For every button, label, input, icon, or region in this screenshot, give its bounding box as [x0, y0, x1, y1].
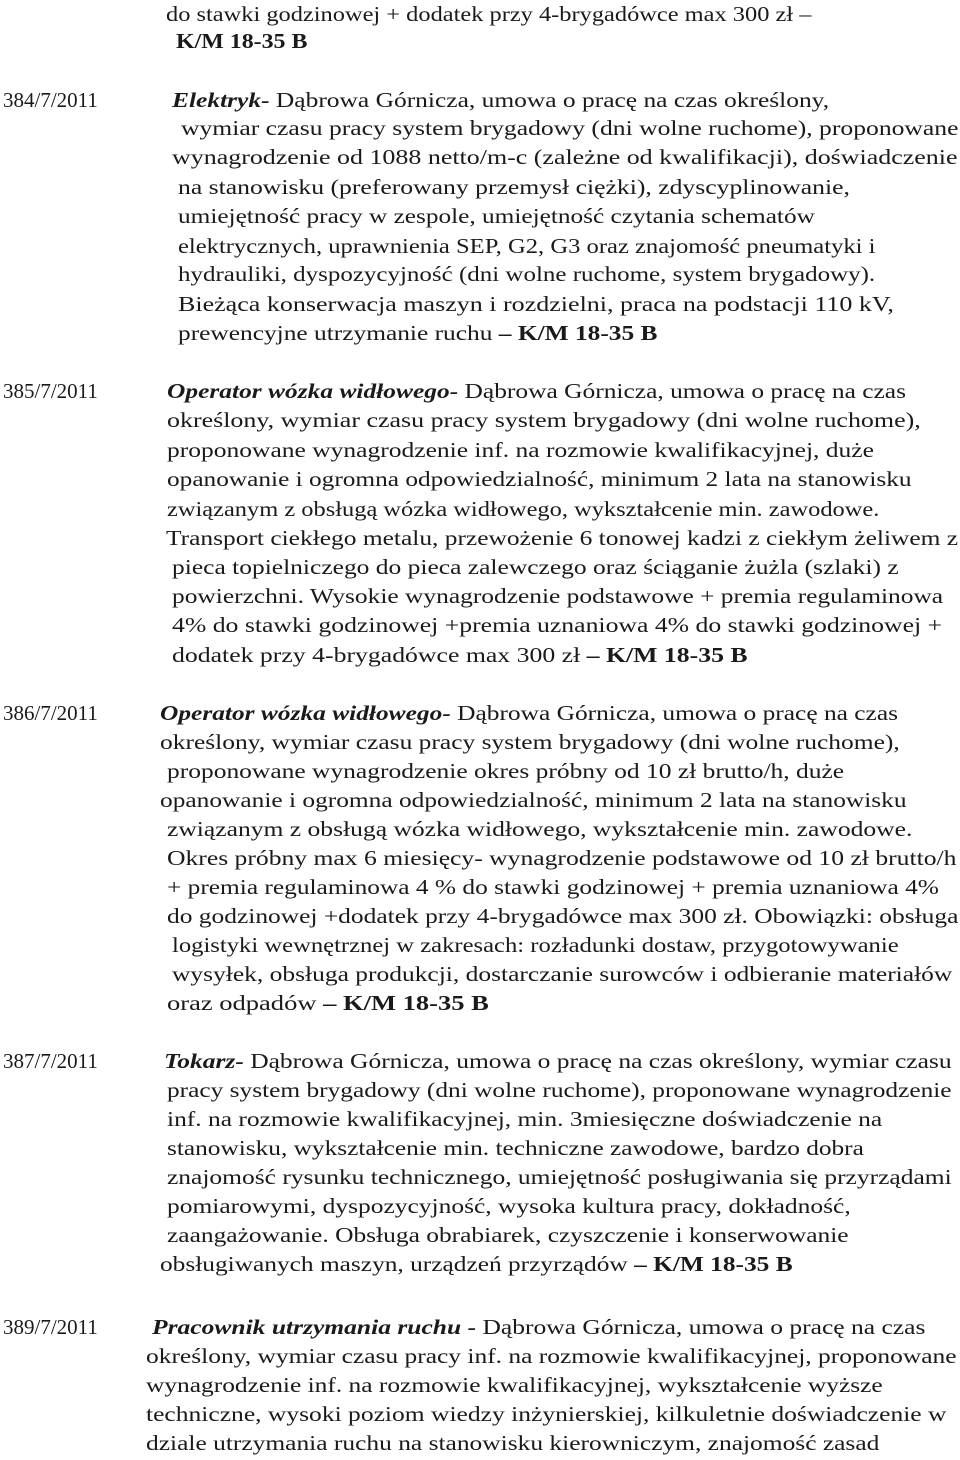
body-text: do godzinowej +dodatek przy 4-brygadówce max 300 zł. Obowiązki: obsługa	[167, 904, 959, 928]
text-line	[160, 790, 907, 811]
job-code: K/M 18-35 B	[176, 29, 308, 53]
text-line	[176, 31, 307, 52]
body-text: inf. na rozmowie kwalifikacyjnej, min. 3miesięczne doświadczenie na	[167, 1107, 883, 1131]
body-text: określony, wymiar czasu pracy system brygadowy (dni wolne ruchome),	[160, 730, 900, 754]
text-line	[172, 645, 748, 666]
job-code: – K/M 18-35 B	[634, 1252, 793, 1276]
job-title: Operator wózka widłowego-	[167, 379, 459, 403]
body-text: wysyłek, obsługa produkcji, dostarczanie surowców i odbieranie materiałów	[172, 962, 953, 986]
text-line	[167, 1080, 952, 1101]
body-text: Transport ciekłego metalu, przewożenie 6 tonowej kadzi z ciekłym żeliwem z	[166, 526, 959, 550]
text-line	[167, 906, 958, 927]
body-text: Dąbrowa Górnicza, umowa o pracę na czas	[458, 379, 906, 403]
text-line	[160, 1254, 793, 1275]
body-text: Bieżąca konserwacja maszyn i rozdzielni, praca na podstacji 110 kV,	[178, 292, 894, 316]
text-line	[167, 1109, 882, 1130]
text-line	[160, 732, 900, 753]
text-line	[160, 703, 898, 724]
text-line	[167, 877, 939, 898]
job-code: – K/M 18-35 B	[323, 991, 489, 1015]
offer-number: 384/7/2011	[3, 88, 98, 112]
text-line	[181, 118, 958, 139]
text-line	[178, 206, 815, 227]
body-text: pracy system brygadowy (dni wolne ruchome), proponowane wynagrodzenie	[167, 1078, 952, 1102]
text-line	[146, 1375, 883, 1396]
job-code: – K/M 18-35 B	[586, 643, 748, 667]
text-line	[167, 848, 956, 869]
text-line	[172, 935, 899, 956]
body-text: zaangażowanie. Obsługa obrabiarek, czyszczenie i konserwowanie	[167, 1223, 849, 1247]
text-line	[167, 819, 912, 840]
text-line	[172, 586, 943, 607]
text-line	[172, 964, 952, 985]
body-text: proponowane wynagrodzenie okres próbny od 10 zł brutto/h, duże	[167, 759, 845, 783]
text-line	[172, 615, 942, 636]
body-text: określony, wymiar czasu pracy system brygadowy (dni wolne ruchome),	[167, 408, 921, 432]
job-title: Pracownik utrzymania ruchu -	[152, 1315, 477, 1339]
body-text: elektrycznych, uprawnienia SEP, G2, G3 oraz znajomość pneumatyki i	[178, 234, 876, 258]
body-text: Dąbrowa Górnicza, umowa o pracę na czas określony,	[269, 88, 830, 112]
body-text: Dąbrowa Górnicza, umowa o pracę na czas	[450, 701, 898, 725]
body-text: obsługiwanych maszyn, urządzeń przyrządów	[160, 1252, 635, 1276]
body-text: + premia regulaminowa 4 % do stawki godzinowej + premia uznaniowa 4%	[167, 875, 939, 899]
body-text: związanym z obsługą wózka widłowego, wykształcenie min. zawodowe.	[167, 497, 880, 521]
body-text: Dąbrowa Górnicza, umowa o pracę na czas określony, wymiar czasu	[243, 1049, 952, 1073]
body-text: opanowanie i ogromna odpowiedzialność, minimum 2 lata na stanowisku	[160, 788, 907, 812]
text-line	[167, 993, 489, 1014]
text-line	[167, 499, 879, 520]
offer-number: 389/7/2011	[3, 1315, 98, 1339]
text-line	[152, 1317, 925, 1338]
body-text: pomiarowymi, dyspozycyjność, wysoka kultura pracy, dokładność,	[167, 1194, 851, 1218]
text-line	[178, 177, 850, 198]
text-line	[167, 1138, 864, 1159]
body-text: dziale utrzymania ruchu na stanowisku kierowniczym, znajomość zasad	[146, 1431, 880, 1455]
offer-number: 386/7/2011	[3, 701, 98, 725]
body-text: hydrauliki, dyspozycyjność (dni wolne ruchome, system brygadowy).	[178, 262, 876, 286]
body-text: prewencyjne utrzymanie ruchu	[178, 321, 499, 345]
body-text: Dąbrowa Górnicza, umowa o pracę na czas	[476, 1315, 926, 1339]
body-text: Okres próbny max 6 miesięcy- wynagrodzenie podstawowe od 10 zł brutto/h	[167, 846, 957, 870]
body-text: 4% do stawki godzinowej +premia uznaniowa 4% do stawki godzinowej +	[172, 613, 943, 637]
job-code: – K/M 18-35 B	[498, 321, 658, 345]
text-line	[146, 1433, 879, 1454]
text-line	[167, 1225, 849, 1246]
text-line	[178, 264, 875, 285]
body-text: znajomość rysunku technicznego, umiejętność posługiwania się przyrządami	[167, 1165, 952, 1189]
body-text: wymiar czasu pracy system brygadowy (dni wolne ruchome), proponowane	[181, 116, 959, 140]
body-text: oraz odpadów	[167, 991, 324, 1015]
body-text: do stawki godzinowej + dodatek przy 4-brygadówce max 300 zł –	[166, 2, 812, 26]
body-text: dodatek przy 4-brygadówce max 300 zł	[172, 643, 587, 667]
body-text: wynagrodzenie inf. na rozmowie kwalifikacyjnej, wykształcenie wyższe	[146, 1373, 883, 1397]
text-line	[146, 1404, 946, 1425]
text-line	[167, 761, 844, 782]
body-text: logistyki wewnętrznej w zakresach: rozładunki dostaw, przygotowywanie	[172, 933, 899, 957]
body-text: na stanowisku (preferowany przemysł ciężki), zdyscyplinowanie,	[178, 175, 850, 199]
job-title: Operator wózka widłowego-	[160, 701, 451, 725]
text-line	[167, 469, 912, 490]
body-text: umiejętność pracy w zespole, umiejętność czytania schematów	[178, 204, 815, 228]
text-line	[167, 440, 874, 461]
text-line	[172, 557, 899, 578]
offer-number: 387/7/2011	[3, 1049, 98, 1073]
text-line	[167, 410, 921, 431]
text-line	[172, 90, 829, 111]
text-line	[167, 1196, 851, 1217]
body-text: opanowanie i ogromna odpowiedzialność, minimum 2 lata na stanowisku	[167, 467, 912, 491]
job-title: Elektryk-	[172, 88, 270, 112]
job-title: Tokarz-	[164, 1049, 244, 1073]
text-line	[167, 1167, 952, 1188]
text-line	[164, 1051, 952, 1072]
text-line	[146, 1346, 957, 1367]
body-text: związanym z obsługą wózka widłowego, wykształcenie min. zawodowe.	[167, 817, 913, 841]
body-text: pieca topielniczego do pieca zalewczego oraz ściąganie żużla (szlaki) z	[172, 555, 899, 579]
body-text: stanowisku, wykształcenie min. techniczne zawodowe, bardzo dobra	[167, 1136, 864, 1160]
text-line	[178, 236, 875, 257]
body-text: powierzchni. Wysokie wynagrodzenie podstawowe + premia regulaminowa	[172, 584, 944, 608]
text-line	[172, 147, 957, 168]
body-text: określony, wymiar czasu pracy inf. na rozmowie kwalifikacyjnej, proponowane	[146, 1344, 957, 1368]
body-text: techniczne, wysoki poziom wiedzy inżynierskiej, kilkuletnie doświadczenie w	[146, 1402, 947, 1426]
body-text: wynagrodzenie od 1088 netto/m-c (zależne od kwalifikacji), doświadczenie	[172, 145, 958, 169]
offer-number: 385/7/2011	[3, 379, 98, 403]
text-line	[178, 323, 657, 344]
text-line	[166, 4, 811, 25]
body-text: proponowane wynagrodzenie inf. na rozmowie kwalifikacyjnej, duże	[167, 438, 874, 462]
text-line	[167, 381, 906, 402]
text-line	[178, 294, 894, 315]
text-line	[166, 528, 958, 549]
